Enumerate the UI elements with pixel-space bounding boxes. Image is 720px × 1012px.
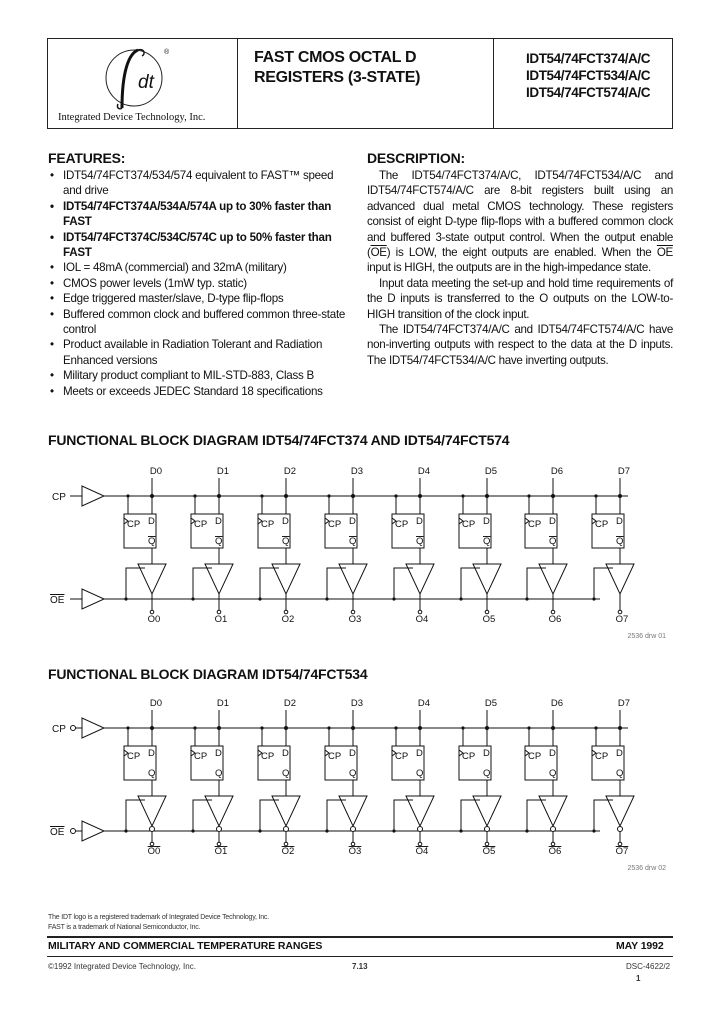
trademark-note: FAST is a trademark of National Semiconductor, Inc. (48, 924, 201, 931)
ff-cp-label: CP (462, 751, 476, 762)
junction-dot (594, 494, 597, 497)
ff-cp-label: CP (261, 751, 275, 762)
ff-cp-label: CP (127, 519, 141, 530)
cp-label: CP (52, 492, 66, 503)
output-label: O6 (548, 614, 562, 625)
junction-dot (258, 829, 261, 832)
ff-d-label: D (416, 748, 423, 759)
header-divider (493, 38, 494, 129)
output-label: O7 (615, 614, 629, 625)
junction-dot (527, 494, 530, 497)
ff-d-label: D (416, 516, 423, 527)
footer-rule (47, 936, 673, 938)
data-input-label: D2 (283, 698, 297, 709)
data-input-label: D5 (484, 698, 498, 709)
junction-dot (618, 494, 622, 498)
ff-cp-label: CP (462, 519, 476, 530)
junction-dot (217, 494, 221, 498)
inversion-bubble (217, 827, 222, 832)
ff-d-label: D (282, 516, 289, 527)
ff-cp-label: CP (595, 751, 609, 762)
junction-dot (592, 829, 595, 832)
junction-dot (594, 726, 597, 729)
description-paragraph: Input data meeting the set-up and hold time requirements of the D inputs is transferred to the O outputs on the LOW-to-HIGH transition of the clock input. (367, 276, 673, 321)
page-code: 7.13 (352, 962, 368, 971)
page-number: 1 (636, 974, 641, 983)
junction-dot (193, 726, 196, 729)
features-list (50, 168, 350, 399)
output-label: O3 (348, 846, 362, 857)
junction-dot (459, 829, 462, 832)
junction-dot (193, 494, 196, 497)
data-input-label: D1 (216, 698, 230, 709)
ff-q-label: Q (549, 768, 557, 779)
data-input-label: D5 (484, 466, 498, 477)
feature-item: • IDT54/74FCT374C/534C/574C up to 50% faster than FAST (50, 230, 350, 261)
junction-dot (461, 494, 464, 497)
output-label: O3 (348, 614, 362, 625)
ff-q-label: Q (616, 768, 624, 779)
output-label: O4 (415, 614, 429, 625)
junction-dot (551, 726, 555, 730)
ff-cp-label: CP (261, 519, 275, 530)
junction-dot (485, 494, 489, 498)
ff-d-label: D (349, 516, 356, 527)
output-label: O2 (281, 614, 295, 625)
diagram2-title: FUNCTIONAL BLOCK DIAGRAM IDT54/74FCT534 (48, 666, 368, 682)
junction-dot (260, 494, 263, 497)
junction-dot (592, 597, 595, 600)
ff-d-label: D (616, 516, 623, 527)
ff-d-label: D (148, 516, 155, 527)
ff-cp-label: CP (194, 751, 208, 762)
junction-dot (327, 494, 330, 497)
junction-dot (150, 726, 154, 730)
junction-dot (124, 829, 127, 832)
ff-q-label: Q (215, 768, 223, 779)
junction-dot (150, 494, 154, 498)
ff-q-label: Q (282, 768, 290, 779)
idt-logo-icon (98, 44, 178, 110)
feature-item: • Buffered common clock and buffered common three-state control (50, 307, 350, 338)
ff-cp-label: CP (328, 751, 342, 762)
page-title-line2: REGISTERS (3-STATE) (254, 69, 421, 86)
inversion-bubble (351, 827, 356, 832)
feature-item: • IDT54/74FCT374/534/574 equivalent to FAST™ speed and drive (50, 168, 350, 199)
description-body (367, 168, 673, 368)
output-label: O4 (415, 846, 429, 857)
block-diagram-534 (0, 688, 720, 878)
ff-d-label: D (215, 516, 222, 527)
ff-d-label: D (282, 748, 289, 759)
output-label: O0 (147, 846, 161, 857)
output-label: O1 (214, 846, 228, 857)
junction-dot (551, 494, 555, 498)
ff-d-label: D (549, 516, 556, 527)
inversion-bubble (71, 829, 76, 834)
oe-label: OE (50, 827, 65, 838)
junction-dot (392, 829, 395, 832)
output-label: O0 (147, 614, 161, 625)
junction-dot (217, 726, 221, 730)
junction-dot (392, 597, 395, 600)
output-label: O7 (615, 846, 629, 857)
junction-dot (191, 829, 194, 832)
junction-dot (284, 494, 288, 498)
features-heading: FEATURES: (48, 150, 126, 166)
junction-dot (525, 829, 528, 832)
copyright: ©1992 Integrated Device Technology, Inc. (48, 962, 196, 971)
trademark-note: The IDT logo is a registered trademark of Integrated Device Technology, Inc. (48, 914, 269, 921)
output-label: O6 (548, 846, 562, 857)
data-input-label: D1 (216, 466, 230, 477)
junction-dot (418, 726, 422, 730)
data-input-label: D2 (283, 466, 297, 477)
junction-dot (418, 494, 422, 498)
junction-dot (325, 829, 328, 832)
data-input-label: D6 (550, 698, 564, 709)
data-input-label: D7 (617, 466, 631, 477)
feature-item: • IDT54/74FCT374A/534A/574A up to 30% faster than FAST (50, 199, 350, 230)
description-paragraph: The IDT54/74FCT374/A/C, IDT54/74FCT534/A/C and IDT54/74FCT574/A/C are 8-bit registers built using an advanced dual metal CMOS technology. These registers consist of eight D-type flip-flops with a buffered common clock and buffered 3-state output control. When the output enable $(\overline{OE})$ is LOW, the eight outputs are enabled. When the $\overline{OE}$ input is HIGH, the outputs are in the high-impedance state. (367, 169, 673, 275)
data-input-label: D7 (617, 698, 631, 709)
junction-dot (394, 726, 397, 729)
cp-buffer (82, 718, 104, 738)
ff-q-label: Q (282, 536, 290, 547)
ff-q-label: Q (416, 536, 424, 547)
junction-dot (459, 597, 462, 600)
feature-item: • Edge triggered master/slave, D-type flip-flops (50, 291, 350, 306)
oe-buffer (82, 589, 104, 609)
ff-d-label: D (349, 748, 356, 759)
junction-dot (126, 726, 129, 729)
ff-d-label: D (483, 748, 490, 759)
ff-cp-label: CP (194, 519, 208, 530)
ff-q-label: Q (483, 768, 491, 779)
inversion-bubble (485, 827, 490, 832)
ff-q-label: Q (483, 536, 491, 547)
part-number: IDT54/74FCT574/A/C (526, 85, 651, 100)
inversion-bubble (71, 726, 76, 731)
svg-text:dt: dt (138, 72, 154, 93)
output-label: O2 (281, 846, 295, 857)
ff-q-label: Q (616, 536, 624, 547)
ff-cp-label: CP (528, 519, 542, 530)
drawing-code: 2536 drw 01 (627, 633, 666, 640)
ff-cp-label: CP (328, 519, 342, 530)
description-paragraph: The IDT54/74FCT374/A/C and IDT54/74FCT574/A/C have non-inverting outputs with respect to the data at the D inputs. The IDT54/74FCT534/A/C have inverting outputs. (367, 323, 673, 367)
junction-dot (258, 597, 261, 600)
publish-date: MAY 1992 (616, 940, 664, 952)
header-divider (237, 38, 238, 129)
ff-cp-label: CP (395, 519, 409, 530)
junction-dot (284, 726, 288, 730)
ff-cp-label: CP (395, 751, 409, 762)
data-input-label: D4 (417, 698, 431, 709)
junction-dot (525, 597, 528, 600)
data-input-label: D4 (417, 466, 431, 477)
oe-buffer (82, 821, 104, 841)
svg-text:®: ® (164, 49, 170, 56)
ff-d-label: D (549, 748, 556, 759)
data-input-label: D0 (149, 466, 163, 477)
page-title-line1: FAST CMOS OCTAL D (254, 49, 417, 66)
ff-d-label: D (148, 748, 155, 759)
junction-dot (325, 597, 328, 600)
oe-label: OE (50, 595, 65, 606)
description-heading: DESCRIPTION: (367, 150, 465, 166)
doc-code: DSC-4622/2 (626, 962, 671, 971)
junction-dot (351, 726, 355, 730)
drawing-code: 2536 drw 02 (627, 865, 666, 872)
feature-item: • Military product compliant to MIL-STD-883, Class B (50, 368, 350, 383)
ff-q-label: Q (416, 768, 424, 779)
junction-dot (351, 494, 355, 498)
ff-d-label: D (215, 748, 222, 759)
junction-dot (260, 726, 263, 729)
inversion-bubble (551, 827, 556, 832)
ff-q-label: Q (148, 768, 156, 779)
ff-q-label: Q (349, 768, 357, 779)
output-label: O5 (482, 614, 496, 625)
inversion-bubble (150, 827, 155, 832)
data-input-label: D0 (149, 698, 163, 709)
ff-q-label: Q (349, 536, 357, 547)
cp-label: CP (52, 724, 66, 735)
junction-dot (394, 494, 397, 497)
junction-dot (485, 726, 489, 730)
junction-dot (191, 597, 194, 600)
ff-q-label: Q (148, 536, 156, 547)
junction-dot (124, 597, 127, 600)
data-input-label: D3 (350, 466, 364, 477)
part-number: IDT54/74FCT374/A/C (526, 51, 651, 66)
junction-dot (327, 726, 330, 729)
company-name: Integrated Device Technology, Inc. (58, 112, 206, 123)
temperature-ranges: MILITARY AND COMMERCIAL TEMPERATURE RANGES (48, 940, 323, 952)
feature-item: • Meets or exceeds JEDEC Standard 18 specifications (50, 384, 350, 399)
inversion-bubble (618, 827, 623, 832)
ff-cp-label: CP (595, 519, 609, 530)
part-number: IDT54/74FCT534/A/C (526, 68, 651, 83)
junction-dot (618, 726, 622, 730)
ff-cp-label: CP (528, 751, 542, 762)
inversion-bubble (418, 827, 423, 832)
ff-q-label: Q (549, 536, 557, 547)
feature-item: • Product available in Radiation Tolerant and Radiation Enhanced versions (50, 337, 350, 368)
cp-buffer (82, 486, 104, 506)
ff-q-label: Q (215, 536, 223, 547)
diagram1-title: FUNCTIONAL BLOCK DIAGRAM IDT54/74FCT374 AND IDT54/74FCT574 (48, 432, 510, 448)
feature-item: • CMOS power levels (1mW typ. static) (50, 276, 350, 291)
block-diagram-374-574 (0, 456, 720, 646)
footer-rule (47, 956, 673, 957)
junction-dot (126, 494, 129, 497)
inversion-bubble (284, 827, 289, 832)
ff-d-label: D (483, 516, 490, 527)
ff-cp-label: CP (127, 751, 141, 762)
data-input-label: D6 (550, 466, 564, 477)
junction-dot (461, 726, 464, 729)
feature-item: • IOL = 48mA (commercial) and 32mA (military) (50, 260, 350, 275)
ff-d-label: D (616, 748, 623, 759)
junction-dot (527, 726, 530, 729)
output-label: O1 (214, 614, 228, 625)
output-label: O5 (482, 846, 496, 857)
data-input-label: D3 (350, 698, 364, 709)
